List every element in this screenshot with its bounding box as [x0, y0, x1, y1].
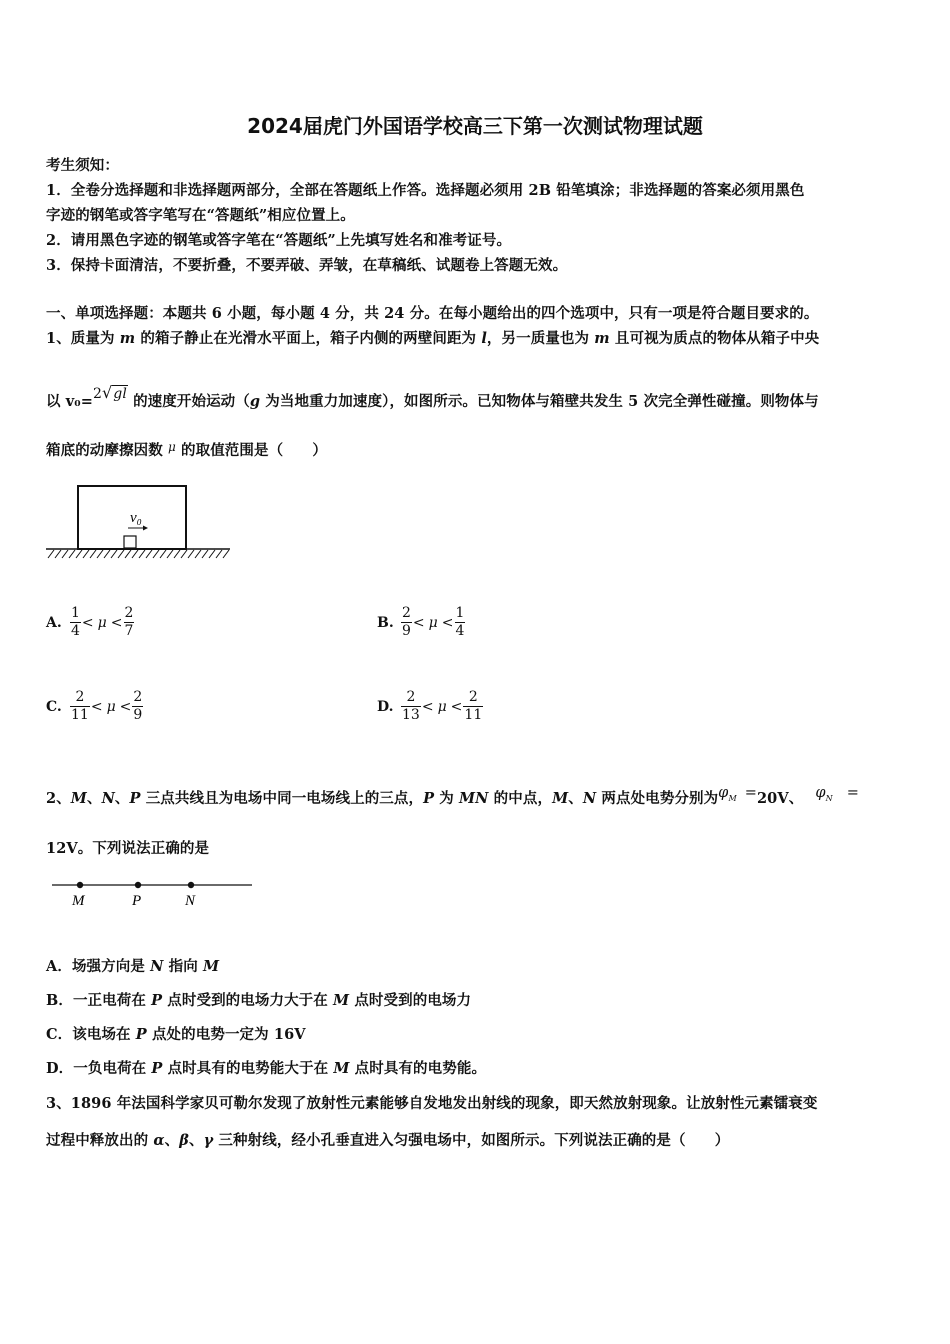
label-p: P [132, 893, 142, 909]
q1-line-1: 1、质量为 m 的箱子静止在光滑水平面上，箱子内侧的两壁间距为 l，另一质量也为 m 且可视为质点的物体从箱子中央 [46, 330, 820, 347]
section-heading: 一、单项选择题：本题共 6 小题，每小题 4 分，共 24 分。在每小题给出的四个选项中，只有一项是符合题目要求的。 [46, 305, 819, 322]
q2-option-d[interactable]: D．一负电荷在 P 点时具有的电势能大于在 M 点时具有的电势能。 [46, 1060, 487, 1077]
q3-line-1: 3、1896 年法国科学家贝可勒尔发现了放射性元素能够自发地发出射线的现象，即天然放射现象。让放射性元素镭衰变 [46, 1095, 818, 1112]
point-m [77, 882, 83, 888]
point-n [188, 882, 194, 888]
box-diagram [44, 482, 236, 564]
field-line-diagram [50, 874, 255, 910]
ground-hatching [48, 550, 229, 558]
q2-option-a[interactable]: A．场强方向是 N 指向 M [46, 958, 220, 975]
label-m: M [72, 893, 85, 909]
q3-line-2: 过程中释放出的 α、β、γ 三种射线，经小孔垂直进入匀强电场中，如图所示。下列说法正确的是（ ） [46, 1132, 730, 1149]
notice-line-1a: 1．全卷分选择题和非选择题两部分，全部在答题纸上作答。选择题必须用 2B 铅笔填涂；非选择题的答案必须用黑色 [46, 182, 805, 199]
page-title: 2024届虎门外国语学校高三下第一次测试物理试题 [247, 114, 703, 138]
velocity-formula: 2√gl [92, 383, 127, 402]
q1-option-b[interactable]: B. $\frac{2}{9}$ < μ < $\frac{1}{4}$ [377, 605, 465, 639]
small-block [124, 536, 136, 548]
point-p [135, 882, 141, 888]
label-n: N [185, 893, 196, 909]
q2-option-c[interactable]: C．该电场在 P 点处的电势一定为 16V [46, 1026, 306, 1043]
q1-option-c[interactable]: C. $\frac{2}{11}$ < μ < $\frac{2}{9}$ [46, 689, 143, 723]
q1-line-3: 箱底的动摩擦因数 $^\mu$ 的取值范围是（ ） [46, 440, 328, 459]
notice-line-2: 2．请用黑色字迹的钢笔或答字笔在“答题纸”上先填写姓名和准考证号。 [46, 232, 512, 249]
notice-line-3: 3．保持卡面清洁，不要折叠，不要弄破、弄皱，在草稿纸、试题卷上答题无效。 [46, 257, 568, 274]
q2-line-2: 12V。下列说法正确的是 [46, 840, 210, 857]
notice-heading: 考生须知： [46, 157, 119, 174]
velocity-label: v₀ [130, 510, 142, 526]
q1-option-a[interactable]: A. $\frac{1}{4}$ < μ < $\frac{2}{7}$ [46, 605, 134, 639]
q2-option-b[interactable]: B．一正电荷在 P 点时受到的电场力大于在 M 点时受到的电场力 [46, 992, 472, 1009]
q2-line-1: 2、M、N、P 三点共线且为电场中同一电场线上的三点，P 为 MN 的中点，M、N 两点处电势分别为$\varphi_M =20V$、 $\varphi_N$ = [46, 785, 859, 807]
q1-line-2: 以 v₀=2√gl 的速度开始运动（g 为当地重力加速度），如图所示。已知物体与箱壁共发生 5 次完全弹性碰撞。则物体与 [46, 383, 819, 410]
q1-option-d[interactable]: D. $\frac{2}{13}$ < μ < $\frac{2}{11}$ [377, 689, 483, 723]
notice-line-1b: 字迹的钢笔或答字笔写在“答题纸”相应位置上。 [46, 207, 355, 224]
